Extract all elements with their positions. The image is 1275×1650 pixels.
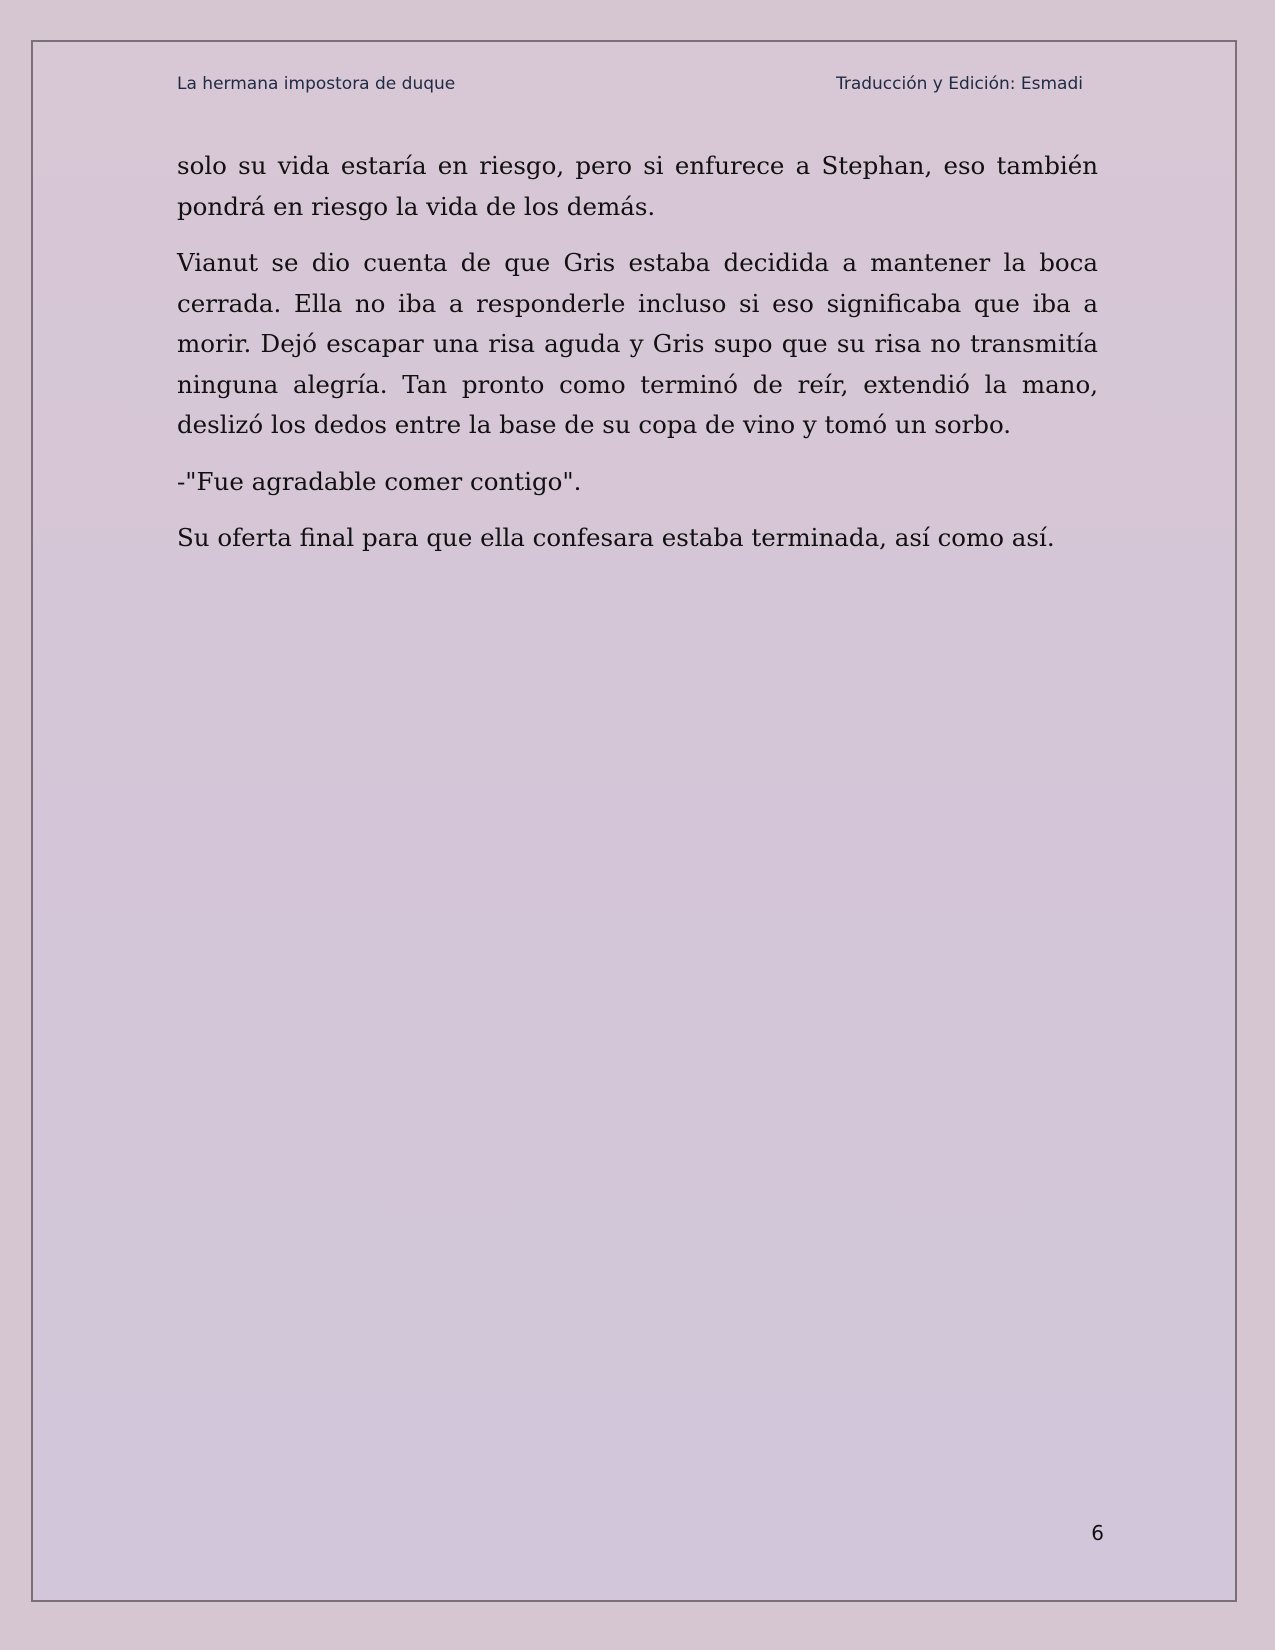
page-number: 6 [1091,1521,1104,1545]
paragraph: Vianut se dio cuenta de que Gris estaba decidida a mantener la boca cerrada. Ella no iba a responderle incluso si eso significaba que iba a morir. Dejó escapar una risa aguda y Gris supo que su risa no transmitía ninguna alegría. Tan pronto como terminó de reír, extendió la mano, deslizó los dedos entre la base de su copa de vino y tomó un sorbo. [177,248,1098,439]
paragraph: -"Fue agradable comer contigo". [177,466,582,496]
body-text [177,146,1098,575]
header-book-title: La hermana impostora de duque [177,74,456,94]
paragraph: solo su vida estaría en riesgo, pero si enfurece a Stephan, eso también pondrá en riesgo la vida de los demás. [177,151,1098,221]
header-translator-credit: Traducción y Edición: Esmadi [835,74,1083,94]
paragraph: Su oferta final para que ella confesara estaba terminada, así como así. [177,523,1055,552]
page-header [177,74,1083,100]
